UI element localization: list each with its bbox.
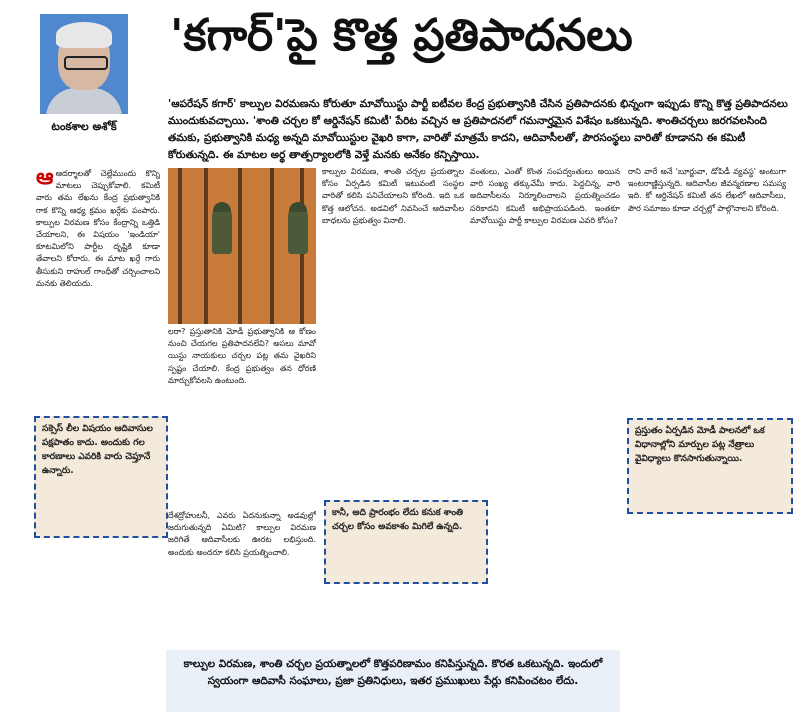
pullquote-1 <box>34 416 168 538</box>
pullquote-1-text: సక్సెస్ లీల విషయం ఆదివాసుల పక్షపాతం కాదు. అందుకు గల కారణాలు ఎవరికి వారు చెప్తూనే ఉన్నారు. <box>42 424 153 476</box>
column-3: కాల్పుల విరమణ, శాంతి చర్చల ప్రయత్నాల కోసం ఏర్పడిన కమిటీ ఇటువంటి సంస్థల వారితో కలిసి పనిచేయాలని కోరింది. ఇది ఒక కొత్త ఆలోచన. అడవిలో నివసించే ఆదివాసీల బాధలను ప్రభుత్వం వినాలి. <box>322 167 464 225</box>
column-1-text: ఆదర్శాలతో చెల్లేముందు కొన్ని మాటలు చెప్పుకోవాలి. కమిటీ వారు తమ లేఖను కేంద్ర ప్రభుత్వానికి గాక కొన్ని ఆధ్య క్రమం ఖర్గేకు పంపారు. కాల్పుల విరమణ కోసం కేంద్రాన్ని ఒత్తిడి చేయాలని, ఈ విషయం 'ఇండియా' కూటమిలోని పార్టీల దృష్టికి కూడా తేవాలని కోరారు. ఈ మాట ఖర్గే గారు తీసుకుని రాహుల్ గాంధీతో చర్చించాలని మనకు తెలియదు. <box>36 169 160 288</box>
column-2b: దేశద్రోహులనీ, ఎవరు ఏదనుకున్నా అడవుల్లో జరుగుతున్నది ఏమిటి? కాల్పుల విరమణ జరిగితే ఆదివాసీలకు ఊరట లభిస్తుంది. అందుకు అందరూ కలిసి ప్రయత్నించాలి. <box>168 511 316 557</box>
column-4: వంతులు, ఎంతో కొంత సంపద్వంతులు అయిన వారి సంఖ్య తక్కువేమీ కాదు. పెద్దచిన్న, వారి అదివాసీలను నిర్మూలించాలని ప్రయత్నించడం సరికాదని కమిటీ అభిప్రాయపడింది. ఇంతకూ మావోయిస్టు పార్టీ కాల్పుల విరమణ ఎవరి కోసం? <box>470 167 620 225</box>
pullquote-3-text: కానీ, అది ప్రారంభం లేదు కనుక శాంతి చర్చల కోసం అవకాశం మిగిలే ఉన్నది. <box>332 508 464 532</box>
pullquote-3 <box>324 500 488 584</box>
article-photo <box>168 168 316 324</box>
pullquote-2-text: ప్రస్తుతం ఏర్పడిన మోడీ పాలనలో ఒక విధానాల్లోని మార్పుల పట్ల నేత్రాలు వైవిధ్యాలు కొనసాగుతున్నాయి. <box>635 426 765 464</box>
column-2: లరా? ప్రస్తుతానికి మోడీ ప్రభుత్వానికి ఆ కోణం నుంచి చేయగల ప్రతిపాదనలేవి? అసలు మావో యిస్టు నాయకులు చర్చల పట్ల తమ వైఖరిని స్పష్టం చేయాలి. కేంద్ర ప్రభుత్వం తన ధోరణి మార్చుకోవలసి ఉంటుంది. <box>168 327 316 385</box>
headline: 'కగార్'పై కొత్త ప్రతిపాదనలు <box>170 10 633 61</box>
author-photo <box>40 14 128 114</box>
dropcap: ఆ <box>36 168 54 190</box>
column-5: రాని వారే అనే 'బూర్జువా, డోపిడీ వ్యవస్థ' అంటుగా ఇంటరాణ్ణిస్తున్నది. ఆదివాసీల జీవన్మరణాల సమస్య ఇది. కో ఆర్డినేషన్ కమిటీ తన లేఖలో ఆదివాసీలు, పౌర సమాజం కూడా చర్చల్లో పాల్గొనాలని కోరింది. <box>628 167 786 213</box>
pullquote-2 <box>627 418 793 514</box>
deck: 'ఆపరేషన్ కగార్' కాల్పుల విరమణను కోరుతూ మావోయిస్టు పార్టీ ఐటీవల కేంద్ర ప్రభుత్వానికి చేసిన ప్రతిపాదనకు భిన్నంగా ఇప్పుడు కొన్ని కొత్త ప్రతిపాదనలు ముందుకువచ్చాయి. 'శాంతి చర్చల కో ఆర్డినేషన్ కమిటీ' పేరిట వచ్చిన ఆ ప్రతిపాదనలో గమనార్హమైన విశేషం ఒకటున్నది. శాంతిచర్చలు జరగవలసింది తమకు, ప్రభుత్వానికి మధ్య అన్నది మావోయిస్టుల వైఖరి కాగా, వారితో మాత్రమే కాదని, ఆదివాసీలతో, పౌరసంస్థలు వారితో కూడానని ఈ కమిటీ కోరుతున్నది. ఈ మాటల అర్థ తాత్పర్యాలలోకి వెళ్తే మనకు అనేకం కన్పిస్తాయి. <box>168 98 788 161</box>
bottom-summary-box: కాల్పుల విరమణ, శాంతి చర్చల ప్రయత్నాలలో కొత్తపరిణామం కనిపిస్తున్నది. కొరత ఒకటున్నది. ఇందులో స్వయంగా ఆదివాసీ సంఘాలు, ప్రజా ప్రతినిధులు, ఇతర ప్రముఖులు పేర్లు కనిపించటం లేదు. <box>166 650 620 712</box>
author-name: టంకశాల అశోక్ <box>51 120 117 133</box>
